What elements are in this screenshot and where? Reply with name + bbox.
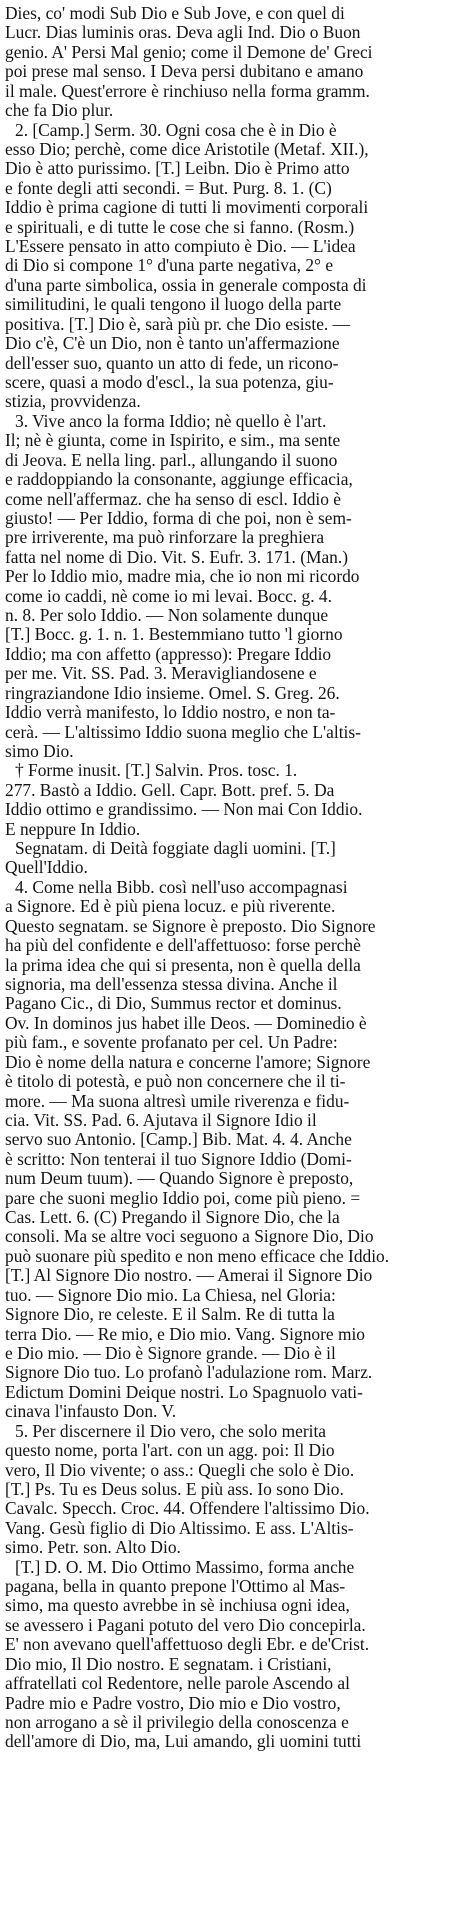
text-line: e fonte degli atti secondi. = But. Purg. 8. 1. (C) (5, 178, 332, 198)
text-line: che fa Dio plur. (5, 101, 114, 121)
text-line: simo, ma questo avrebbe in sè inchiusa ogni idea, (5, 1596, 350, 1616)
text-line: Segnatam. di Deità foggiate dagli uomini. [T.] (15, 839, 336, 859)
text-line: fatta nel nome di Dio. Vit. S. Eufr. 3. 171. (Man.) (5, 547, 349, 567)
text-line: tuo. — Signore Dio mio. La Chiesa, nel Gloria: (5, 1285, 336, 1305)
text-line: Quell'Iddio. (5, 858, 88, 878)
text-line: giusto! — Per Iddio, forma di che poi, non è sem- (5, 508, 352, 528)
text-line: cerà. — L'altissimo Iddio suona meglio che L'altis- (5, 722, 361, 742)
text-line: dell'amore di Dio, ma, Lui amando, gli uomini tutti (5, 1732, 362, 1752)
text-line: E' non avevano quell'affettuoso degli Ebr. e de'Crist. (5, 1635, 370, 1655)
text-line: cinava l'infausto Don. V. (5, 1402, 177, 1422)
text-line: più fam., e sovente profanato per cel. Un Padre: (5, 1033, 338, 1053)
text-line: e Dio mio. — Dio è Signore grande. — Dio è il (5, 1343, 336, 1363)
text-line: Lucr. Dias luminis oras. Deva agli Ind. Dio o Buon (5, 23, 361, 43)
text-line: e spirituali, e di tutte le cose che si fanno. (Rosm.) (5, 217, 355, 237)
text-line: servo suo Antonio. [Camp.] Bib. Mat. 4. 4. Anche (5, 1130, 352, 1150)
text-line: positiva. [T.] Dio è, sarà più pr. che Dio esiste. — (5, 314, 350, 334)
text-line: Dio c'è, C'è un Dio, non è tanto un'affermazione (5, 334, 340, 354)
text-line: Cas. Lett. 6. (C) Pregando il Signore Dio, che la (5, 1208, 340, 1228)
text-line: Iddio verrà manifesto, lo Iddio nostro, e non ta- (5, 703, 336, 723)
text-line: Signore Dio tuo. Lo profanò l'adulazione rom. Marz. (5, 1363, 373, 1383)
text-line: se avessero i Pagani potuto del vero Dio concepirla. (5, 1615, 366, 1635)
text-line: terra Dio. — Re mio, e Dio mio. Vang. Signore mio (5, 1324, 366, 1344)
text-line: Dio è atto purissimo. [T.] Leibn. Dio è Primo atto (5, 159, 350, 179)
text-line: [T.] D. O. M. Dio Ottimo Massimo, forma anche (15, 1557, 355, 1577)
text-line: Iddio è prima cagione di tutti li movimenti corporali (5, 198, 369, 218)
text-line: è titolo di potestà, e può non concernere che il ti- (5, 1072, 346, 1092)
text-line: E neppure In Iddio. (5, 819, 141, 839)
text-line: di Dio si compone 1° d'una parte negativa, 2° e (5, 256, 334, 276)
text-line: [T.] Ps. Tu es Deus solus. E più ass. Io sono Dio. (5, 1479, 344, 1499)
text-line: simo. Petr. son. Alto Dio. (5, 1538, 181, 1558)
text-line: Per lo Iddio mio, madre mia, che io non mi ricordo (5, 567, 360, 587)
text-line: pare che suoni meglio Iddio poi, come più pieno. = (5, 1188, 361, 1208)
text-line: come io caddi, nè come io mi levai. Bocc. g. 4. (5, 586, 332, 606)
text-line: 277. Bastò a Iddio. Gell. Capr. Bott. pref. 5. Da (5, 780, 335, 800)
text-line: la prima idea che qui si presenta, non è quella della (5, 955, 361, 975)
text-line: Pagano Cic., di Dio, Summus rector et dominus. (5, 994, 342, 1014)
text-line: Iddio ottimo e grandissimo. — Non mai Con Iddio. (5, 800, 363, 820)
text-line: Dies, co' modi Sub Dio e Sub Jove, e con quel di (5, 4, 345, 23)
text-line: vero, Il Dio vivente; o ass.: Quegli che solo è Dio. (5, 1460, 355, 1480)
text-line: similitudini, le quali tengono il luogo della parte (5, 295, 342, 315)
text-line: Signore Dio, re celeste. E il Salm. Re di tutta la (5, 1305, 335, 1325)
text-line: more. — Ma suona altresì umile riverenza e fidu- (5, 1091, 350, 1111)
text-line: 3. Vive anco la forma Iddio; nè quello è l'art. (15, 411, 327, 431)
text-line: dell'esser suo, quanto un atto di fede, un ricono- (5, 353, 339, 373)
text-line: genio. A' Persi Mal genio; come il Demone de' Greci (5, 42, 373, 62)
text-line: cia. Vit. SS. Pad. 6. Ajutava il Signore Idio il (5, 1110, 317, 1130)
text-line: simo Dio. (5, 741, 74, 761)
text-line: come nell'affermaz. che ha senso di escl. Iddio è (5, 489, 341, 509)
text-line: pre irriverente, ma può rinforzare la preghiera (5, 528, 325, 548)
text-line: per me. Vit. SS. Pad. 3. Meravigliandosene e (5, 664, 317, 684)
text-line: Edictum Domini Deique nostri. Lo Spagnuolo vati- (5, 1382, 363, 1402)
text-line: Iddio; ma con affetto (appresso): Pregare Iddio (5, 644, 332, 664)
text-line: di Jeova. E nella ling. parl., allungando il suono (5, 450, 338, 470)
text-line: [T.] Bocc. g. 1. n. 1. Bestemmiano tutto 'l giorno (5, 625, 343, 645)
text-line: num Deum tuum). — Quando Signore è preposto, (5, 1169, 354, 1189)
text-line: stizia, provvidenza. (5, 392, 141, 412)
text-line: L'Essere pensato in atto compiuto è Dio. — L'idea (5, 237, 356, 257)
text-line: Questo segnatam. se Signore è preposto. Dio Signore (5, 916, 376, 936)
text-line: affratellati col Redentore, nelle parole Ascendo al (5, 1674, 350, 1694)
text-line: può suonare più spedito e non meno efficace che Iddio. (5, 1246, 390, 1266)
text-line: scere, quasi a modo d'escl., la sua potenza, giu- (5, 372, 334, 392)
text-line: n. 8. Per solo Iddio. — Non solamente dunque (5, 606, 329, 626)
text-line: Vang. Gesù figlio di Dio Altissimo. E ass. L'Altis- (5, 1518, 354, 1538)
text-line: 4. Come nella Bibb. così nell'uso accompagnasi (15, 877, 348, 897)
text-line: † Forme inusit. [T.] Salvin. Pros. tosc. 1. (15, 761, 298, 781)
text-line: è scritto: Non tenterai il tuo Signore Iddio (Domi- (5, 1149, 352, 1169)
text-line: Ov. In dominos jus habet ille Deos. — Dominedio è (5, 1013, 367, 1033)
text-line: non arrogano a sè il privilegio della conoscenza e (5, 1712, 349, 1732)
text-line: questo nome, porta l'art. con un agg. poi: Il Dio (5, 1441, 335, 1461)
text-line: esso Dio; perchè, come dice Aristotile (Metaf. XII.), (5, 139, 369, 159)
text-line: ha più del confidente e dell'affettuoso: forse perchè (5, 936, 361, 956)
text-line: 2. [Camp.] Serm. 30. Ogni cosa che è in Dio è (15, 120, 337, 140)
text-line: e raddoppiando la consonante, aggiunge efficacia, (5, 470, 353, 490)
text-line: Dio è nome della natura e concerne l'amore; Signore (5, 1052, 371, 1072)
text-line: Cavalc. Specch. Croc. 44. Offendere l'altissimo Dio. (5, 1499, 370, 1519)
text-line: signoria, ma dell'essenza stessa divina. Anche il (5, 975, 338, 994)
text-line: 5. Per discernere il Dio vero, che solo merita (15, 1421, 326, 1441)
text-line: pagana, bella in quanto prepone l'Ottimo al Mas- (5, 1577, 346, 1597)
text-line: il male. Quest'errore è rinchiuso nella forma gramm. (5, 81, 370, 101)
text-line: Dio mio, Il Dio nostro. E segnatam. i Cristiani, (5, 1654, 332, 1674)
text-line: [T.] Al Signore Dio nostro. — Amerai il Signore Dio (5, 1266, 373, 1286)
text-line: consoli. Ma se altre voci seguono a Signore Dio, Dio (5, 1227, 374, 1247)
text-line: a Signore. Ed è più piena locuz. e più riverente. (5, 897, 336, 917)
text-line: d'una parte simbolica, ossia in generale composta di (5, 275, 367, 295)
text-line: ringraziandone Idio insieme. Omel. S. Greg. 26. (5, 683, 340, 703)
text-line: Il; nè è giunta, come in Ispirito, e sim., ma sente (5, 431, 341, 451)
text-line: Padre mio e Padre vostro, Dio mio e Dio vostro, (5, 1693, 341, 1713)
text-line: poi prese mal senso. I Deva persi dubitano e amano (5, 62, 364, 82)
